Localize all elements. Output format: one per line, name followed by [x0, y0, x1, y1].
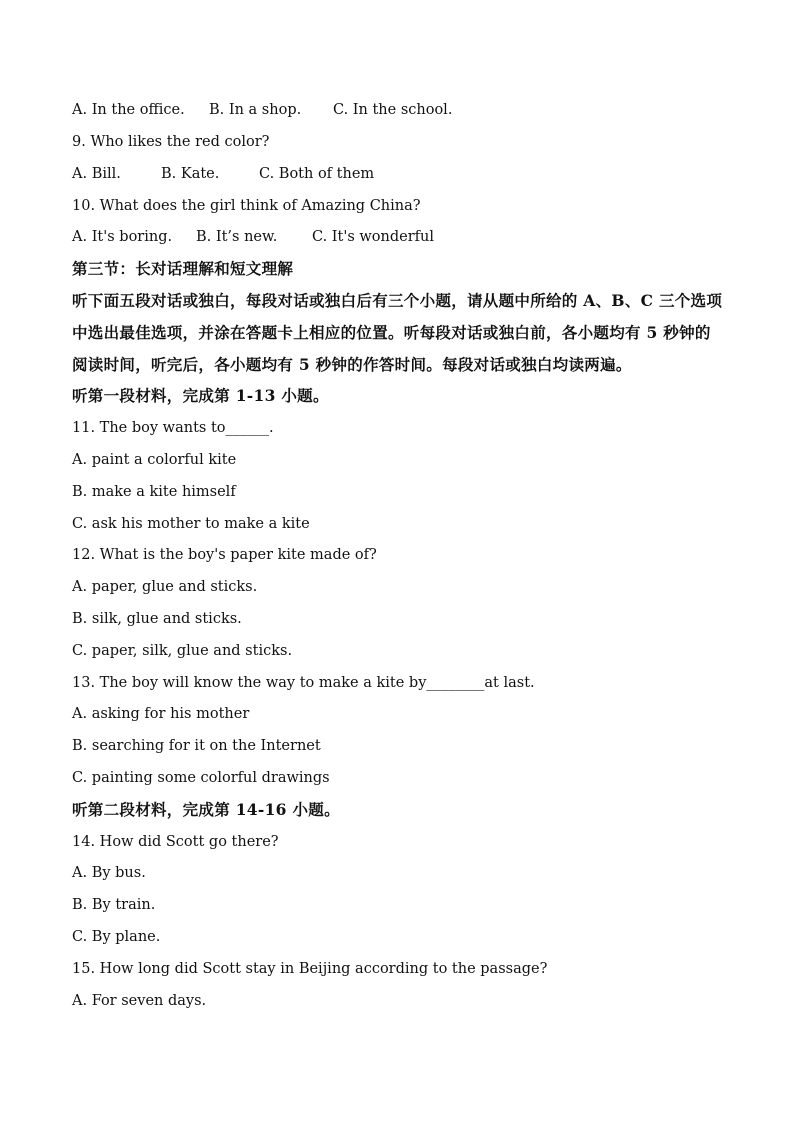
q8-option-a: A. In the office.: [72, 102, 185, 118]
q10-options: [72, 227, 734, 247]
section3-instruction-line-1: 听下面五段对话或独白，每段对话或独白后有三个小题，请从题中所给的 A、B、C 三个选项: [72, 291, 723, 310]
q11-question: 11. The boy wants to______.: [72, 420, 274, 436]
q13-option-c: C. painting some colorful drawings: [72, 770, 330, 786]
q10-option-b: B. It’s new.: [196, 229, 278, 245]
q13-question: 13. The boy will know the way to make a kite by________at last.: [72, 675, 535, 691]
q11-option-c: C. ask his mother to make a kite: [72, 516, 310, 532]
q10-option-a: A. It's boring.: [72, 229, 173, 245]
q9-question: 9. Who likes the red color?: [72, 134, 270, 150]
q14-option-a: A. By bus.: [72, 865, 146, 881]
q12-option-b: B. silk, glue and sticks.: [72, 611, 242, 627]
q10-question: 10. What does the girl think of Amazing China?: [72, 198, 421, 214]
material1-heading: 听第一段材料，完成第 1-13 小题。: [72, 386, 329, 405]
q10-option-c: C. It's wonderful: [312, 229, 435, 245]
section3-instruction-line-3: 阅读时间，听完后，各小题均有 5 秒钟的作答时间。每段对话或独白均读两遍。: [72, 355, 632, 374]
q12-question: 12. What is the boy's paper kite made of?: [72, 547, 377, 563]
q9-option-b: B. Kate.: [161, 166, 220, 182]
q9-option-c: C. Both of them: [259, 166, 375, 182]
q12-option-c: C. paper, silk, glue and sticks.: [72, 643, 293, 659]
q15-option-a: A. For seven days.: [72, 993, 207, 1009]
q9-options: [72, 164, 734, 184]
q11-option-a: A. paint a colorful kite: [72, 452, 237, 468]
q9-option-a: A. Bill.: [72, 166, 121, 182]
q8-options: [72, 100, 734, 120]
q14-option-c: C. By plane.: [72, 929, 161, 945]
material2-heading: 听第二段材料，完成第 14-16 小题。: [72, 800, 340, 819]
q14-option-b: B. By train.: [72, 897, 156, 913]
q11-option-b: B. make a kite himself: [72, 484, 236, 500]
q12-option-a: A. paper, glue and sticks.: [72, 579, 258, 595]
section3-instruction-line-2: 中选出最佳选项，并涂在答题卡上相应的位置。听每段对话或独白前，各小题均有 5 秒钟的: [72, 323, 711, 342]
q14-question: 14. How did Scott go there?: [72, 834, 279, 850]
q13-option-b: B. searching for it on the Internet: [72, 738, 321, 754]
section3-title: 第三节：长对话理解和短文理解: [72, 259, 294, 278]
q8-option-c: C. In the school.: [333, 102, 453, 118]
q15-question: 15. How long did Scott stay in Beijing according to the passage?: [72, 961, 548, 977]
q8-option-b: B. In a shop.: [209, 102, 302, 118]
q13-option-a: A. asking for his mother: [72, 706, 250, 722]
